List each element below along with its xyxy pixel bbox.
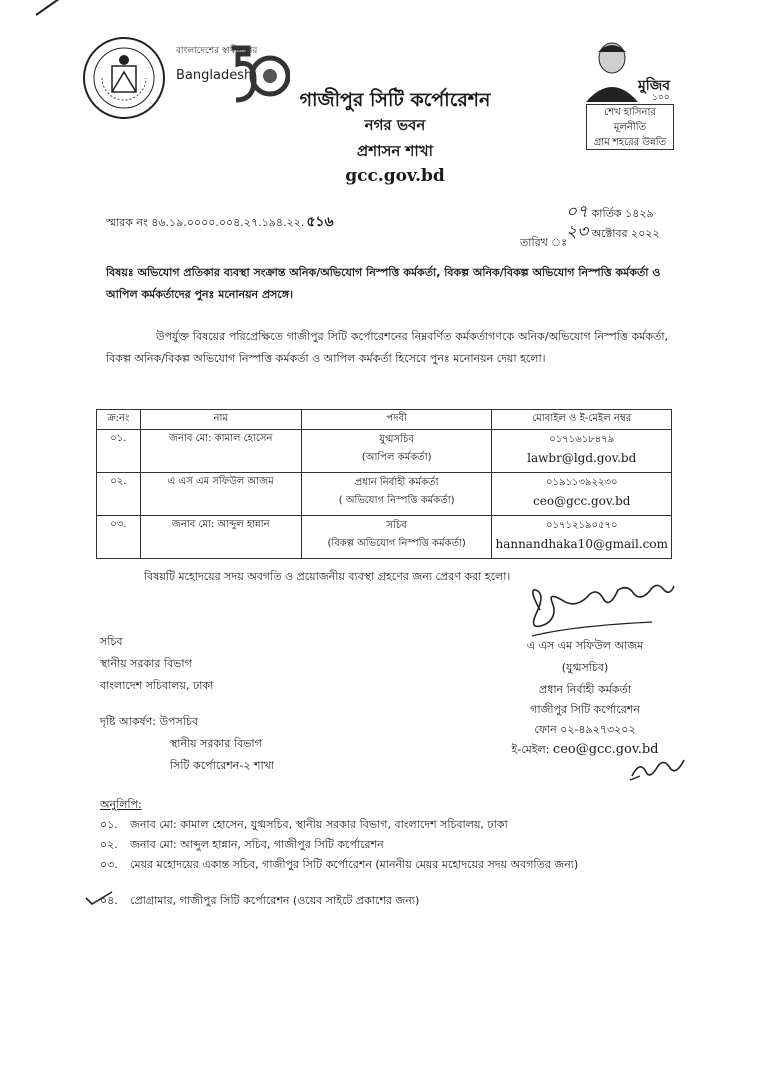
designation-role: (বিকল্প অভিযোগ নিস্পত্তি কর্মকর্তা) [327,538,466,549]
attention-division: স্থানীয় সরকার বিভাগ [170,737,262,750]
date-day-2: ২৩ [566,222,589,242]
cc-title: অনুলিপি: [100,798,142,811]
email-address: lawbr@lgd.gov.bd [527,451,637,465]
pen-stroke-mark [35,0,69,16]
check-mark-icon [84,890,114,906]
cell-name: জনাব মো: কামাল হোসেন [140,430,301,473]
memo-handwritten-number: ৫১৬ [306,214,334,230]
body-paragraph: উপর্যুক্ত বিষয়ের পরিপ্রেক্ষিতে গাজীপুর সিটি কর্পোরেশনের নিম্নবর্ণিত কর্মকর্তাগণকে অনিক/অভিযোগ নিস্পত্তি কর্মকর্তা, বিকল্প অনিক/বিকল্প অভিযোগ নিস্পত্তি কর্মকর্তা ও আপিল কর্মকর্তা হিসেবে পুনঃ মনোনয়ন দেয়া হলো। [106,330,668,365]
cell-contact [492,516,672,559]
signatory-email: ceo@gcc.gov.bd [552,742,659,757]
cc-number: ০২. [100,838,118,851]
col-header-serial: ক্র:নং [97,410,141,430]
logo-caption: বাংলাদেশের স্বাধীনতার [176,46,258,56]
svg-text:১০০: ১০০ [652,93,670,102]
slogan-line-1: শেখ হাসিনার মূলনীতি [604,106,656,133]
list-item [100,836,680,854]
designation-role: (আপিল কর্মকর্তা) [361,452,432,463]
signatory-phone: ফোন ০২-৪৯২৭৩২০২ [534,723,636,736]
cc-number: ০৪. [100,894,118,907]
table-row [97,516,672,559]
handwritten-initial [628,756,688,782]
closing-line: বিষয়টি মহোদয়ের সদয় অবগতি ও প্রয়োজনীয় ব্যবস্থা গ্রহণের জন্য প্রেরণ করা হলো। [144,570,511,583]
signatory-email-label: ই-মেইল: [511,743,550,756]
portrait-image [580,36,676,102]
cell-contact [492,473,672,516]
cc-number: ০১. [100,818,118,831]
city-corporation-seal [82,36,166,120]
branch-name: প্রশাসন শাখা [357,142,433,160]
table-header-row [97,410,672,430]
list-item [100,892,680,910]
designation-role: ( অভিযোগ নিস্পত্তি কর্মকর্তা) [338,495,455,506]
cell-serial: ০২. [97,473,141,516]
building-name: নগর ভবন [364,116,426,134]
date-month-1: কার্তিক ১৪২৯ [591,207,654,220]
cell-name: এ এস এম সফিউল আজম [140,473,301,516]
cc-number: ০৩. [100,858,118,871]
signatory-org: গাজীপুর সিটি কর্পোরেশন [530,703,640,716]
attention-label: দৃষ্টি আকর্ষণ: উপসচিব [100,715,198,728]
recipient-division: স্থানীয় সরকার বিভাগ [100,657,192,670]
date-day-1: ০৭ [566,202,589,222]
list-item [100,856,680,874]
col-header-designation: পদবী [301,410,492,430]
memo-label: স্মারক নং ৪৬.১৯.০০০০.০০৪.২৭.১৯৪.২২. [106,216,305,229]
designation-main: প্রধান নির্বাহী কর্মকর্তা [354,477,439,488]
date-label: তারিখ ঃ [520,236,568,249]
date-month-2: অক্টোবর ২০২২ [591,227,660,240]
cc-text: মেয়র মহোদয়ের একান্ত সচিব, গাজীপুর সিটি কর্পোরেশন (মাননীয় মেয়র মহোদয়ের সদয় অবগতির জন্য) [130,858,579,871]
cell-designation [301,516,492,559]
list-item [100,816,680,834]
date-english [566,224,660,244]
svg-text:মুজিব: মুজিব [638,78,671,94]
table-row [97,430,672,473]
logo-word: Bangladesh [176,68,253,83]
org-name: গাজীপুর সিটি কর্পোরেশন [299,89,491,111]
designation-main: সচিব [386,520,407,531]
cell-serial: ০৩. [97,516,141,559]
cell-designation [301,473,492,516]
cell-designation [301,430,492,473]
recipient-title: সচিব [100,635,123,648]
email-address: hannandhaka10@gmail.com [495,537,668,551]
col-header-name: নাম [140,410,301,430]
cell-name: জনাব মো: আব্দুল হান্নান [140,516,301,559]
signatory-post: প্রধান নির্বাহী কর্মকর্তা [538,683,632,696]
officer-table [96,409,672,559]
slogan-line-2: গ্রাম শহরের উন্নতি [593,136,667,148]
mobile-number: ০১৯১১৩৯২২৩০ [546,477,618,488]
cc-text: প্রোগ্রামার, গাজীপুর সিটি কর্পোরেশন (ওয়েব সাইটে প্রকাশের জন্য) [130,894,420,907]
table-row [97,473,672,516]
recipient-location: বাংলাদেশ সচিবালয়, ঢাকা [100,679,214,692]
cc-text: জনাব মো: আব্দুল হান্নান, সচিব, গাজীপুর সিটি কর্পোরেশন [130,838,384,851]
mobile-number: ০১৭১৬১৮৪৭৯ [549,434,615,445]
cell-contact [492,430,672,473]
date-bangla [566,204,654,224]
memo-number [106,210,334,234]
cell-serial: ০১. [97,430,141,473]
col-header-contact: মোবাইল ও ই-মেইল নম্বর [492,410,672,430]
attention-branch: সিটি কর্পোরেশন-২ শাখা [170,759,275,772]
subject-line: বিষয়ঃ অভিযোগ প্রতিকার ব্যবস্থা সংক্রান্ত অনিক/অভিযোগ নিস্পত্তি কর্মকর্তা, বিকল্প অনিক/বিকল্প অভিযোগ নিস্পত্তি কর্মকর্তা ও আপিল কর্মকর্তাদের পুনঃ মনোনয়ন প্রসঙ্গে। [106,266,661,301]
signatory-name: এ এস এম সফিউল আজম [526,639,644,652]
slogan-box [586,104,674,150]
email-address: ceo@gcc.gov.bd [533,494,631,508]
mobile-number: ০১৭১২১৯০৫৭০ [546,520,618,531]
cc-text: জনাব মো: কামাল হোসেন, যুগ্মসচিব, স্থানীয় সরকার বিভাগ, বাংলাদেশ সচিবালয়, ঢাকা [130,818,508,831]
signatory-rank: (যুগ্মসচিব) [561,661,609,674]
designation-main: যুগ্মসচিব [379,434,414,445]
website: gcc.gov.bd [345,166,445,186]
